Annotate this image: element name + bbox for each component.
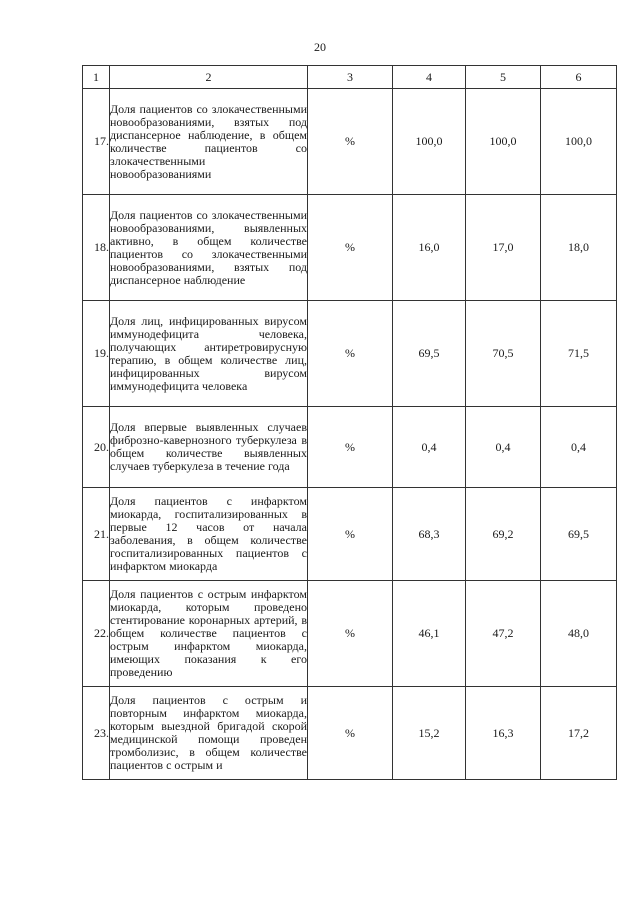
value-cell: 71,5	[541, 301, 617, 407]
unit-cell: %	[308, 89, 393, 195]
row-number: 20.	[83, 407, 110, 488]
table-row	[83, 195, 617, 301]
value-cell: 0,4	[393, 407, 466, 488]
value-cell: 69,2	[466, 488, 541, 581]
value-cell: 100,0	[466, 89, 541, 195]
column-header: 4	[393, 66, 466, 89]
value-cell: 17,0	[466, 195, 541, 301]
value-cell: 100,0	[541, 89, 617, 195]
indicator-description: Доля пациентов с инфарктом миокарда, госпитализированных в первые 12 часов от начала заболевания, в общем количестве госпитализированных пациентов с инфарктом миокарда	[110, 488, 308, 581]
row-number: 22.	[83, 581, 110, 687]
indicator-description: Доля пациентов с острым и повторным инфарктом миокарда, которым выездной бригадой скорой медицинской помощи проведен тромболизис, в общем количестве пациентов с острым и	[110, 687, 308, 780]
row-number: 17.	[83, 89, 110, 195]
table-row	[83, 687, 617, 780]
value-cell: 0,4	[466, 407, 541, 488]
indicator-description: Доля пациентов со злокачественными новообразованиями, выявленных активно, в общем количестве пациентов со злокачественными новообразованиями, взятых под диспансерное наблюдение	[110, 195, 308, 301]
table-row	[83, 407, 617, 488]
value-cell: 0,4	[541, 407, 617, 488]
value-cell: 46,1	[393, 581, 466, 687]
row-number: 21.	[83, 488, 110, 581]
unit-cell: %	[308, 407, 393, 488]
indicator-description: Доля пациентов со злокачественными новообразованиями, взятых под диспансерное наблюдение, в общем количестве пациентов со злокачественными новообразованиями	[110, 89, 308, 195]
unit-cell: %	[308, 195, 393, 301]
value-cell: 100,0	[393, 89, 466, 195]
column-header: 5	[466, 66, 541, 89]
table-row	[83, 89, 617, 195]
value-cell: 70,5	[466, 301, 541, 407]
value-cell: 15,2	[393, 687, 466, 780]
value-cell: 69,5	[393, 301, 466, 407]
row-number: 18.	[83, 195, 110, 301]
unit-cell: %	[308, 488, 393, 581]
column-header: 3	[308, 66, 393, 89]
indicator-description: Доля впервые выявленных случаев фиброзно-кавернозного туберкулеза в общем количестве выявленных случаев туберкулеза в течение года	[110, 407, 308, 488]
value-cell: 16,0	[393, 195, 466, 301]
indicators-table	[82, 65, 617, 780]
indicator-description: Доля лиц, инфицированных вирусом иммунодефицита человека, получающих антиретровирусную терапию, в общем количестве лиц, инфицированных вирусом иммунодефицита человека	[110, 301, 308, 407]
value-cell: 68,3	[393, 488, 466, 581]
table-row	[83, 488, 617, 581]
row-number: 19.	[83, 301, 110, 407]
value-cell: 18,0	[541, 195, 617, 301]
unit-cell: %	[308, 581, 393, 687]
row-number: 23.	[83, 687, 110, 780]
indicator-description: Доля пациентов с острым инфарктом миокарда, которым проведено стентирование коронарных артерий, в общем количестве пациентов с острым инфарктом миокарда, имеющих показания к его проведению	[110, 581, 308, 687]
column-header: 1	[83, 66, 110, 89]
value-cell: 47,2	[466, 581, 541, 687]
unit-cell: %	[308, 687, 393, 780]
column-header: 6	[541, 66, 617, 89]
value-cell: 16,3	[466, 687, 541, 780]
table-header-row	[83, 66, 617, 89]
unit-cell: %	[308, 301, 393, 407]
column-header: 2	[110, 66, 308, 89]
table-row	[83, 581, 617, 687]
table-row	[83, 301, 617, 407]
value-cell: 69,5	[541, 488, 617, 581]
page-number: 20	[314, 40, 326, 54]
value-cell: 17,2	[541, 687, 617, 780]
value-cell: 48,0	[541, 581, 617, 687]
